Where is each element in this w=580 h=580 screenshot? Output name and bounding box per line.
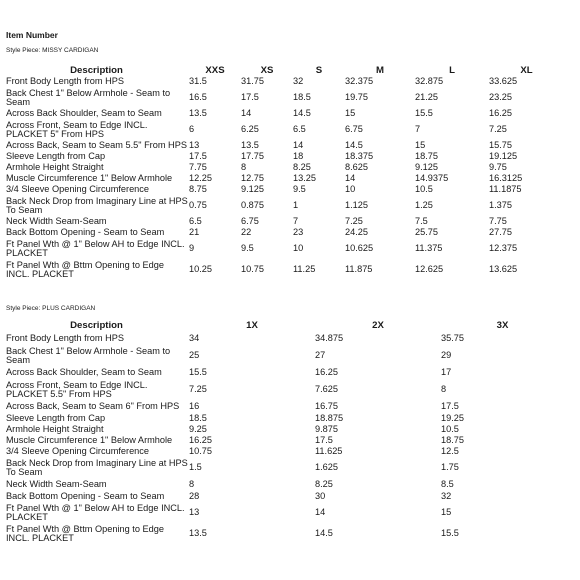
measurement-value: 0.75 (189, 200, 207, 210)
missy-style-label: Style Piece: MISSY CARDIGAN (6, 47, 99, 54)
measurement-value: 10 (293, 243, 304, 253)
measurement-value: 34.875 (315, 333, 344, 343)
measurement-value: 19.125 (489, 151, 518, 161)
item-number-heading: Item Number (6, 30, 58, 40)
column-header-description: Description (70, 64, 123, 76)
measurement-value: 10.75 (241, 264, 264, 274)
measurement-value: 7.25 (489, 124, 507, 134)
measurement-value: 16.25 (189, 435, 212, 445)
measurement-description: Armhole Height Straight (6, 424, 104, 434)
measurement-value: 10.5 (441, 424, 459, 434)
measurement-value: 15.5 (189, 367, 207, 377)
measurement-value: 18.375 (345, 151, 374, 161)
measurement-value: 8 (241, 162, 247, 172)
measurement-value: 34 (189, 333, 200, 343)
measurement-value: 10.75 (189, 446, 212, 456)
measurement-value: 1.125 (345, 200, 368, 210)
measurement-value: 15.5 (415, 108, 433, 118)
measurement-value: 11.375 (415, 243, 443, 253)
measurement-description: Muscle Circumference 1" Below Armhole (6, 435, 173, 445)
measurement-value: 16.3125 (489, 173, 523, 183)
measurement-description: Front Body Length from HPS (6, 333, 124, 343)
measurement-value: 12.625 (415, 264, 444, 274)
measurement-value: 6.25 (241, 124, 259, 134)
table-row (4, 366, 564, 379)
measurement-value: 15 (441, 507, 452, 517)
table-row (4, 238, 564, 259)
table-row (4, 173, 564, 184)
measurement-value: 13.625 (489, 264, 518, 274)
measurement-value: 15 (345, 108, 356, 118)
measurement-value: 7.5 (415, 216, 428, 226)
measurement-value: 35.75 (441, 333, 464, 343)
measurement-value: 31.5 (189, 76, 207, 86)
measurement-value: 14.5 (345, 140, 363, 150)
measurement-value: 1.5 (189, 462, 202, 472)
table-row (4, 195, 564, 216)
table-row (4, 76, 564, 87)
measurement-value: 1.625 (315, 462, 338, 472)
measurement-description: 3/4 Sleeve Opening Circumference (6, 446, 149, 456)
table-row (4, 502, 564, 523)
measurement-value: 14 (345, 173, 356, 183)
measurement-value: 11.875 (345, 264, 373, 274)
table-row (4, 162, 564, 173)
measurement-value: 10.625 (345, 243, 374, 253)
measurement-value: 17.5 (189, 151, 207, 161)
measurement-description: Back Bottom Opening - Seam to Seam (6, 227, 165, 237)
measurement-value: 9.125 (241, 184, 264, 194)
measurement-description: Across Back Shoulder, Seam to Seam (6, 108, 162, 118)
measurement-value: 16.25 (315, 367, 338, 377)
measurement-value: 19.25 (441, 413, 464, 423)
measurement-value: 6.5 (189, 216, 202, 226)
measurement-value: 7.625 (315, 384, 338, 394)
measurement-value: 1.25 (415, 200, 433, 210)
table-row (4, 216, 564, 227)
measurement-value: 11.25 (293, 264, 316, 274)
measurement-value: 0.875 (241, 200, 264, 210)
table-row (4, 119, 564, 140)
table-row (4, 87, 564, 108)
measurement-value: 11.625 (315, 446, 343, 456)
measurement-value: 33.625 (489, 76, 518, 86)
measurement-value: 12.25 (189, 173, 212, 183)
measurement-description: Armhole Height Straight (6, 162, 104, 172)
measurement-value: 11.1875 (489, 184, 522, 194)
measurement-value: 14.5 (315, 528, 333, 538)
measurement-value: 23 (293, 227, 304, 237)
measurement-value: 1 (293, 200, 299, 210)
plus-style-label: Style Piece: PLUS CARDIGAN (6, 305, 96, 312)
measurement-value: 12.5 (441, 446, 459, 456)
measurement-value: 1.75 (441, 462, 459, 472)
measurement-value: 9.5 (241, 243, 254, 253)
measurement-value: 16 (189, 401, 200, 411)
measurement-value: 14 (315, 507, 326, 517)
measurement-value: 17.5 (441, 401, 459, 411)
measurement-value: 14.5 (293, 108, 311, 118)
measurement-value: 8 (189, 479, 195, 489)
column-header-size: L (449, 64, 455, 76)
measurement-description: Sleeve Length from Cap (6, 413, 106, 423)
measurement-description: Muscle Circumference 1" Below Armhole (6, 173, 173, 183)
measurement-value: 6.75 (241, 216, 259, 226)
measurement-value: 27 (315, 350, 326, 360)
measurement-description: Back Bottom Opening - Seam to Seam (6, 491, 165, 501)
measurement-description: Ft Panel Wth @ 1" Below AH to Edge INCL. PLACKET (6, 238, 185, 258)
table-row (4, 151, 564, 162)
measurement-description: 3/4 Sleeve Opening Circumference (6, 184, 149, 194)
measurement-description: Across Back, Seam to Seam 5.5" From HPS (6, 140, 187, 150)
measurement-description: Across Back, Seam to Seam 6" From HPS (6, 401, 180, 411)
table-row (4, 379, 564, 400)
measurement-value: 24.25 (345, 227, 368, 237)
table-row (4, 184, 564, 195)
column-header-size: XXS (205, 64, 225, 76)
table-row (4, 413, 564, 424)
table-row (4, 108, 564, 119)
measurement-value: 13.5 (189, 528, 207, 538)
measurement-description: Neck Width Seam-Seam (6, 216, 107, 226)
measurement-value: 21 (189, 227, 200, 237)
measurement-value: 8.25 (315, 479, 333, 489)
measurement-value: 32 (293, 76, 304, 86)
measurement-value: 27.75 (489, 227, 512, 237)
measurement-value: 9.5 (293, 184, 306, 194)
measurement-value: 7.25 (345, 216, 363, 226)
measurement-value: 7.75 (489, 216, 507, 226)
table-row (4, 332, 564, 345)
measurement-value: 10.25 (189, 264, 212, 274)
measurement-value: 8.625 (345, 162, 368, 172)
measurement-value: 22 (241, 227, 252, 237)
measurement-value: 18.75 (441, 435, 464, 445)
measurement-description: Neck Width Seam-Seam (6, 479, 107, 489)
table-row (4, 478, 564, 491)
measurement-value: 18 (293, 151, 304, 161)
measurement-description: Front Body Length from HPS (6, 76, 124, 86)
measurement-value: 25.75 (415, 227, 438, 237)
measurement-value: 13 (189, 507, 200, 517)
measurement-value: 14 (241, 108, 252, 118)
measurement-value: 17 (441, 367, 452, 377)
measurement-value: 32.375 (345, 76, 374, 86)
measurement-value: 16.75 (315, 401, 338, 411)
table-row (4, 259, 564, 280)
missy-size-table (4, 64, 564, 280)
column-header-size: 2X (372, 320, 384, 331)
table-row (4, 491, 564, 502)
table-row (4, 435, 564, 446)
measurement-description: Across Front, Seam to Edge INCL. PLACKET 5" From HPS (6, 119, 148, 139)
measurement-value: 12.375 (489, 243, 518, 253)
measurement-value: 9.25 (189, 424, 207, 434)
column-header-description: Description (70, 320, 123, 331)
measurement-value: 9 (189, 243, 195, 253)
plus-size-table (4, 319, 564, 544)
measurement-value: 29 (441, 350, 452, 360)
measurement-description: Ft Panel Wth @ Bttm Opening to Edge INCL. PLACKET (6, 259, 164, 279)
measurement-value: 21.25 (415, 92, 438, 102)
column-header-size: 3X (496, 320, 509, 331)
measurement-value: 13.5 (241, 140, 259, 150)
measurement-value: 18.75 (415, 151, 438, 161)
measurement-description: Back Chest 1" Below Armhole - Seam to Seam (6, 87, 171, 107)
measurement-value: 9.75 (489, 162, 507, 172)
measurement-value: 15.5 (441, 528, 459, 538)
measurement-value: 6.5 (293, 124, 306, 134)
measurement-value: 16.5 (189, 92, 207, 102)
measurement-value: 7 (293, 216, 299, 226)
measurement-value: 9.125 (415, 162, 438, 172)
table-row (4, 140, 564, 151)
table-row (4, 345, 564, 366)
measurement-value: 1.375 (489, 200, 512, 210)
measurement-value: 6 (189, 124, 195, 134)
measurement-description: Ft Panel Wth @ 1" Below AH to Edge INCL. PLACKET (6, 502, 185, 522)
measurement-value: 13.5 (189, 108, 207, 118)
measurement-value: 7.75 (189, 162, 207, 172)
measurement-value: 19.75 (345, 92, 368, 102)
measurement-value: 16.25 (489, 108, 512, 118)
column-header-size: 1X (246, 320, 258, 331)
measurement-value: 18.5 (189, 413, 207, 423)
measurement-value: 13 (189, 140, 200, 150)
measurement-description: Across Back Shoulder, Seam to Seam (6, 367, 162, 377)
measurement-value: 17.5 (241, 92, 259, 102)
plus-header-row (4, 319, 564, 332)
measurement-value: 14.9375 (415, 173, 449, 183)
measurement-value: 8.75 (189, 184, 207, 194)
column-header-size: XL (520, 64, 533, 76)
measurement-description: Back Neck Drop from Imaginary Line at HPS To Seam (6, 195, 188, 215)
measurement-value: 6.75 (345, 124, 363, 134)
measurement-value: 14 (293, 140, 304, 150)
table-row (4, 457, 564, 478)
measurement-value: 10 (345, 184, 356, 194)
measurement-value: 30 (315, 491, 326, 501)
measurement-value: 7.25 (189, 384, 207, 394)
column-header-size: M (376, 64, 384, 76)
measurement-description: Back Neck Drop from Imaginary Line at HPS To Seam (6, 457, 188, 477)
measurement-value: 8 (441, 384, 447, 394)
measurement-value: 32 (441, 491, 452, 501)
table-row (4, 400, 564, 413)
missy-header-row (4, 64, 564, 76)
table-row (4, 523, 564, 544)
measurement-description: Ft Panel Wth @ Bttm Opening to Edge INCL. PLACKET (6, 523, 164, 543)
measurement-description: Sleeve Length from Cap (6, 151, 106, 161)
measurement-value: 15 (415, 140, 426, 150)
measurement-value: 32.875 (415, 76, 444, 86)
measurement-value: 12.75 (241, 173, 264, 183)
measurement-value: 8.25 (293, 162, 311, 172)
measurement-value: 9.875 (315, 424, 338, 434)
measurement-value: 23.25 (489, 92, 512, 102)
measurement-value: 7 (415, 124, 421, 134)
table-row (4, 424, 564, 435)
measurement-value: 31.75 (241, 76, 264, 86)
measurement-value: 13.25 (293, 173, 316, 183)
measurement-description: Across Front, Seam to Edge INCL. PLACKET 5.5" From HPS (6, 379, 148, 399)
measurement-value: 28 (189, 491, 200, 501)
measurement-value: 15.75 (489, 140, 512, 150)
measurement-value: 17.75 (241, 151, 264, 161)
measurement-value: 17.5 (315, 435, 333, 445)
measurement-value: 25 (189, 350, 200, 360)
measurement-value: 18.875 (315, 413, 344, 423)
table-row (4, 227, 564, 238)
measurement-value: 10.5 (415, 184, 433, 194)
table-row (4, 446, 564, 457)
measurement-value: 18.5 (293, 92, 311, 102)
column-header-size: S (315, 64, 323, 76)
column-header-size: XS (260, 64, 274, 76)
measurement-value: 8.5 (441, 479, 454, 489)
measurement-description: Back Chest 1" Below Armhole - Seam to Seam (6, 345, 171, 365)
